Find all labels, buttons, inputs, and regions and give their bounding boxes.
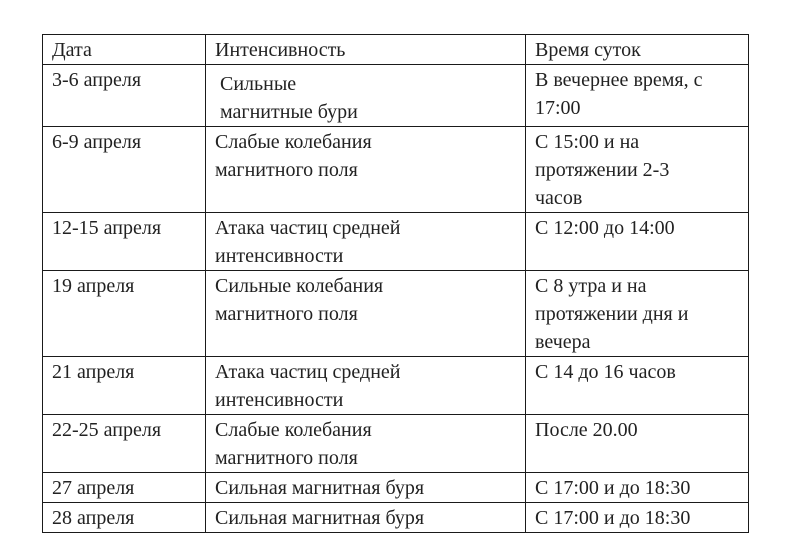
intensity-cell: Слабые колебания магнитного поля	[206, 127, 526, 213]
time-cell: В вечернее время, с 17:00	[526, 65, 749, 127]
date-cell: 21 апреля	[43, 357, 206, 415]
time-cell: С 14 до 16 часов	[526, 357, 749, 415]
time-cell: С 17:00 и до 18:30	[526, 473, 749, 503]
header-date: Дата	[43, 35, 206, 65]
date-cell: 12-15 апреля	[43, 213, 206, 271]
intensity-cell: Сильные колебания магнитного поля	[206, 271, 526, 357]
table-header	[43, 35, 749, 65]
date-cell: 6-9 апреля	[43, 127, 206, 213]
date-cell: 19 апреля	[43, 271, 206, 357]
time-cell: С 17:00 и до 18:30	[526, 503, 749, 533]
table-row	[43, 415, 749, 473]
table-row	[43, 271, 749, 357]
table-row	[43, 503, 749, 533]
time-cell: С 15:00 и на протяжении 2-3 часов	[526, 127, 749, 213]
intensity-cell: Сильная магнитная буря	[206, 473, 526, 503]
header-time: Время суток	[526, 35, 749, 65]
header-intensity: Интенсивность	[206, 35, 526, 65]
table-row	[43, 127, 749, 213]
date-cell: 27 апреля	[43, 473, 206, 503]
magnetic-storm-table	[42, 34, 749, 533]
table-row	[43, 213, 749, 271]
table-row	[43, 357, 749, 415]
table-row	[43, 65, 749, 127]
date-cell: 3-6 апреля	[43, 65, 206, 127]
table-row	[43, 473, 749, 503]
header-row	[43, 35, 749, 65]
intensity-cell: Сильные магнитные бури	[206, 65, 526, 127]
time-cell: После 20.00	[526, 415, 749, 473]
time-cell: С 8 утра и на протяжении дня и вечера	[526, 271, 749, 357]
date-cell: 22-25 апреля	[43, 415, 206, 473]
table-body	[43, 65, 749, 533]
intensity-cell: Атака частиц средней интенсивности	[206, 213, 526, 271]
date-cell: 28 апреля	[43, 503, 206, 533]
time-cell: С 12:00 до 14:00	[526, 213, 749, 271]
intensity-cell: Атака частиц средней интенсивности	[206, 357, 526, 415]
intensity-cell: Сильная магнитная буря	[206, 503, 526, 533]
intensity-cell: Слабые колебания магнитного поля	[206, 415, 526, 473]
